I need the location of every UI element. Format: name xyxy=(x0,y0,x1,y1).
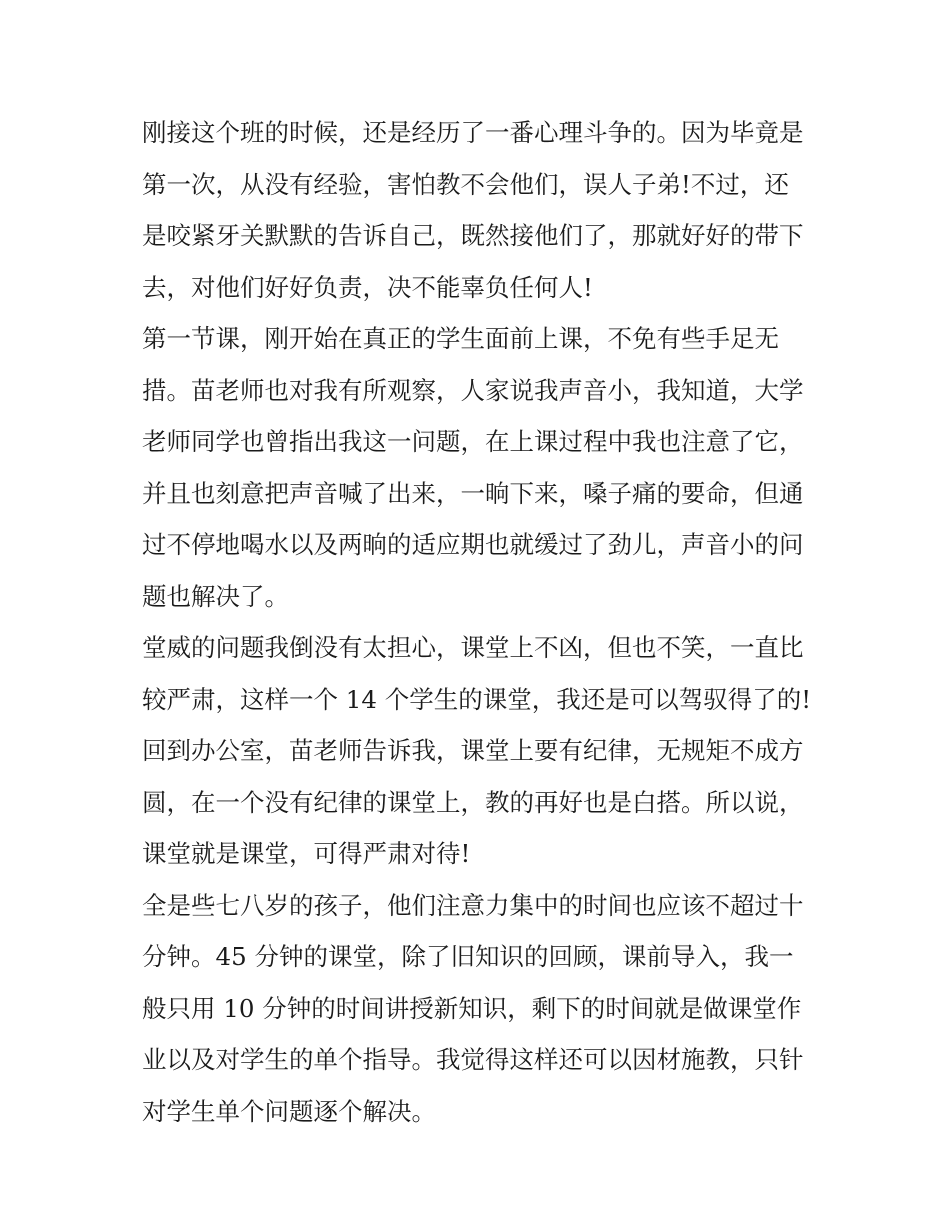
text-line: 题也解决了。 xyxy=(142,581,289,611)
document-body xyxy=(142,107,822,1137)
text-line: 并且也刻意把声音喊了出来，一晌下来，嗓子痛的要命，但通 xyxy=(142,478,804,508)
text-line: 回到办公室，苗老师告诉我，课堂上要有纪律，无规矩不成方 xyxy=(142,736,804,765)
text-line: 堂威的问题我倒没有太担心，课堂上不凶，但也不笑，一直比 xyxy=(142,633,804,662)
text-line: 全是些七八岁的孩子，他们注意力集中的时间也应该不超过十 xyxy=(142,890,804,920)
text-line: 对学生单个问题逐个解决。 xyxy=(142,1096,436,1126)
text-line: 是咬紧牙关默默的告诉自己，既然接他们了，那就好好的带下 xyxy=(142,221,804,250)
text-line: 第一次，从没有经验，害怕教不会他们，误人子弟!不过，还 xyxy=(142,169,789,199)
text-line: 分钟。45 分钟的课堂，除了旧知识的回顾，课前导入，我一 xyxy=(142,942,794,971)
text-line: 业以及对学生的单个指导。我觉得这样还可以因材施教，只针 xyxy=(142,1045,804,1074)
text-line: 刚接这个班的时候，还是经历了一番心理斗争的。因为毕竟是 xyxy=(142,118,804,147)
text-line: 去，对他们好好负责，决不能辜负任何人! xyxy=(142,272,593,302)
text-line: 过不停地喝水以及两晌的适应期也就缓过了劲儿，声音小的问 xyxy=(142,530,804,559)
text-line: 圆，在一个没有纪律的课堂上，教的再好也是白搭。所以说， xyxy=(142,787,804,817)
text-line: 般只用 10 分钟的时间讲授新知识，剩下的时间就是做课堂作 xyxy=(142,993,802,1023)
text-line: 较严肃，这样一个 14 个学生的课堂，我还是可以驾驭得了的! xyxy=(142,684,812,714)
text-line: 老师同学也曾指出我这一问题，在上课过程中我也注意了它， xyxy=(142,427,804,456)
text-line: 第一节课，刚开始在真正的学生面前上课，不免有些手足无 xyxy=(142,324,779,353)
text-line: 措。苗老师也对我有所观察，人家说我声音小，我知道，大学 xyxy=(142,375,804,405)
text-line: 课堂就是课堂，可得严肃对待! xyxy=(142,839,471,868)
